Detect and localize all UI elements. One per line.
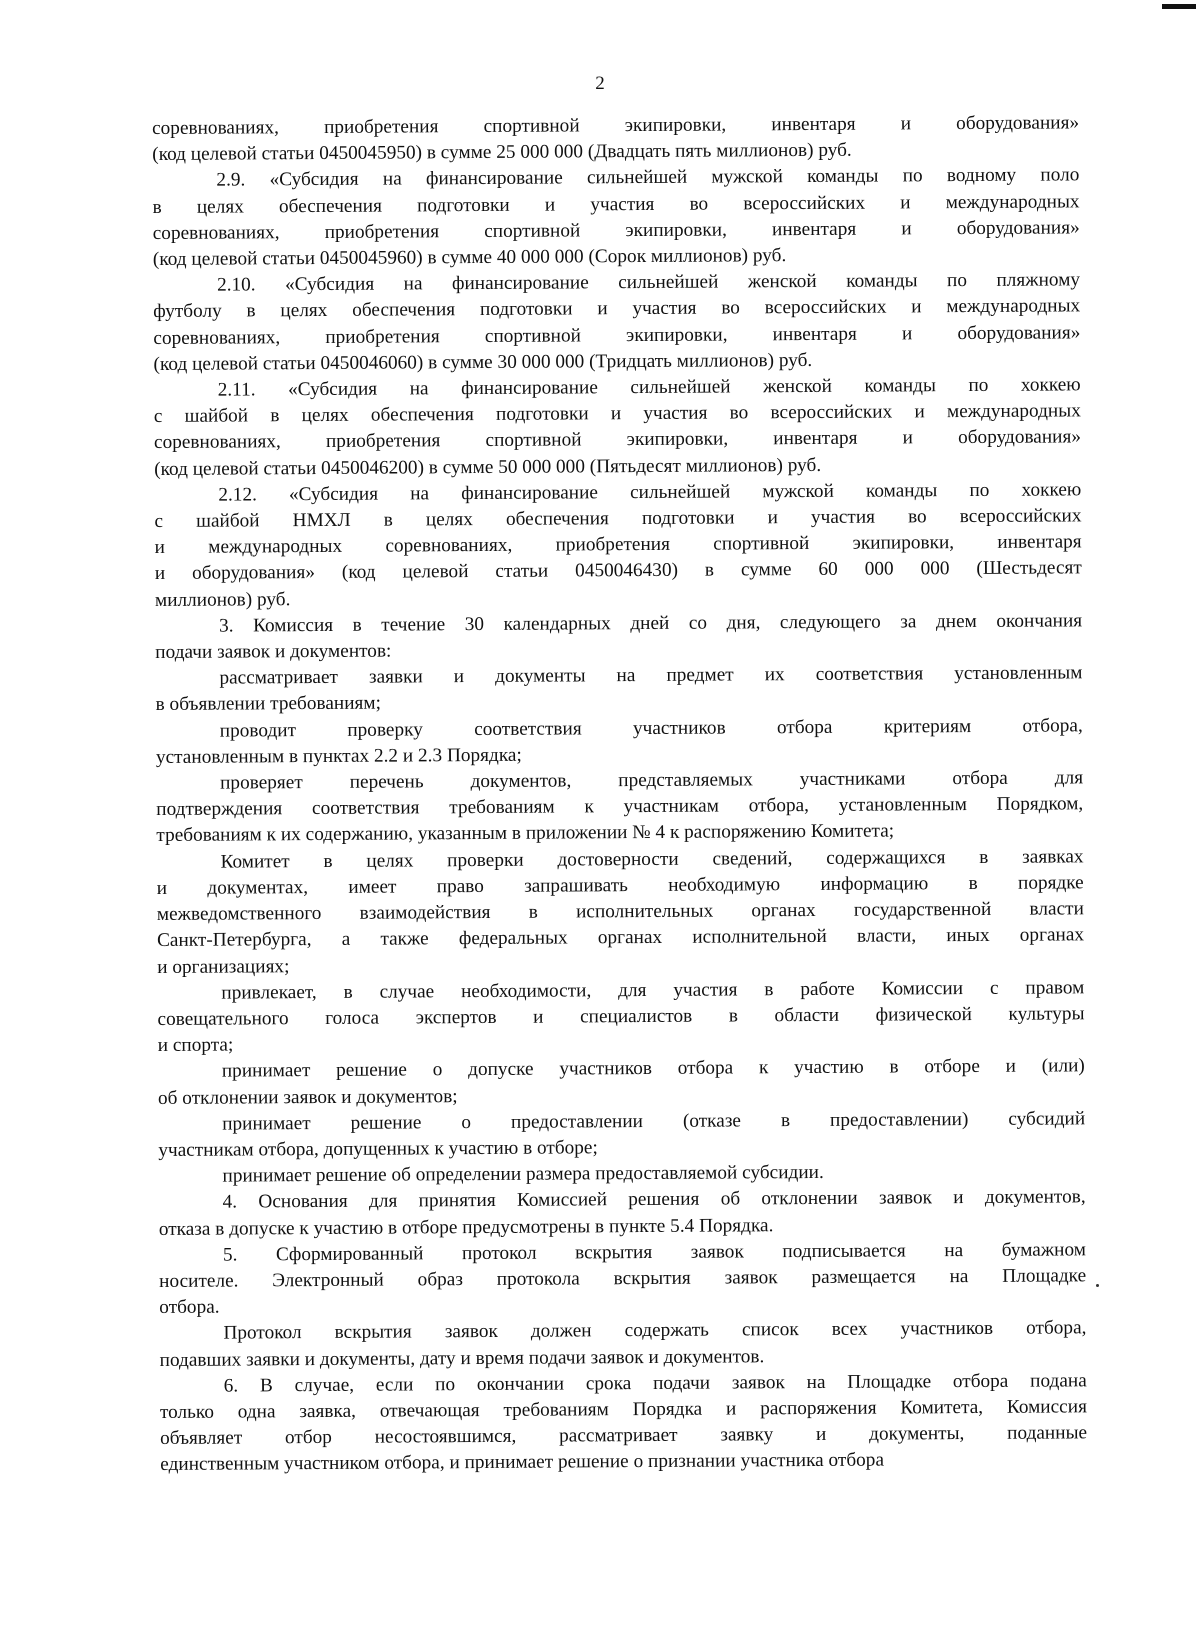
text-line: соревнованиях, приобретения спортивной экипировки, инвентаря и оборудования» <box>152 112 1080 139</box>
text-line: 2.10. «Субсидия на финансирование сильнейшей женской команды по пляжному <box>216 269 1081 296</box>
text-line: 5. Сформированный протокол вскрытия заявок подписывается на бумажном <box>222 1239 1087 1266</box>
text-line: и организациях; <box>157 955 290 978</box>
text-line: принимает решение о допуске участников отбора к участию в отборе и (или) <box>221 1055 1085 1082</box>
text-line: миллионов) руб. <box>154 588 291 611</box>
text-line: межведомственного взаимодействия в исполнительных органах государственной власти <box>156 898 1084 926</box>
text-line: футболу в целях обеспечения подготовки и участия во всероссийских и международных <box>153 295 1081 323</box>
text-line: соревнованиях, приобретения спортивной экипировки, инвентаря и оборудования» <box>153 321 1081 349</box>
text-line: совещательного голоса экспертов и специалистов в области физической культуры <box>157 1003 1085 1030</box>
scan-corner-mark <box>1162 4 1196 9</box>
text-line: 2.12. «Субсидия на финансирование сильнейшей мужской команды по хоккею <box>218 479 1082 506</box>
page-number: 2 <box>595 73 605 94</box>
text-line: 6. В случае, если по окончании срока подачи заявок на Площадке отбора подана <box>223 1370 1087 1397</box>
text-line: подтверждения соответствия требованиям к участникам отбора, установленным Порядком, <box>156 793 1084 821</box>
text-line: 2.9. «Субсидия на финансирование сильнейшей мужской команды по водному поло <box>216 164 1080 192</box>
text-line: требованиям к их содержанию, указанным в приложении № 4 к распоряжению Комитета; <box>156 820 895 847</box>
text-line: (код целевой статьи 0450045950) в сумме 25 000 000 (Двадцать пять миллионов) руб. <box>152 139 852 166</box>
text-line: (код целевой статьи 0450046200) в сумме 50 000 000 (Пятьдесят миллионов) руб. <box>154 454 822 480</box>
text-line: в объявлении требованиям; <box>155 693 381 716</box>
text-line: участникам отбора, допущенных к участию в отборе; <box>158 1137 598 1161</box>
text-line: носителе. Электронный образ протокола вскрытия заявок размещается на Площадке <box>159 1265 1087 1292</box>
scan-speck <box>1096 1284 1099 1287</box>
text-line: единственным участником отбора, и принимает решение о признании участника отбора <box>160 1449 885 1476</box>
text-line: установленным в пунктах 2.2 и 2.3 Порядка; <box>155 744 522 768</box>
text-line: и оборудования» (код целевой статьи 0450046430) в сумме 60 000 000 (Шестьдесят <box>154 557 1082 585</box>
text-line: 3. Комиссия в течение 30 календарных дней со дня, следующего за днем окончания <box>219 610 1083 637</box>
text-line: 4. Основания для принятия Комиссией решения об отклонении заявок и документов, <box>222 1186 1086 1213</box>
text-line: (код целевой статьи 0450046060) в сумме 30 000 000 (Тридцать миллионов) руб. <box>153 349 813 375</box>
text-line: Комитет в целях проверки достоверности сведений, содержащихся в заявках <box>220 846 1084 873</box>
text-line: отбора. <box>159 1296 220 1319</box>
text-line: и международных соревнованиях, приобретения спортивной экипировки, инвентаря <box>154 531 1082 559</box>
text-line: отказа в допуске к участию в отборе предусмотрены в пункте 5.4 Порядка. <box>158 1214 774 1240</box>
text-line: рассматривает заявки и документы на предмет их соответствия установленным <box>219 662 1083 689</box>
text-line: подавших заявки и документы, дату и время подачи заявок и документов. <box>159 1345 765 1371</box>
text-line: проверяет перечень документов, представляемых участниками отбора для <box>220 767 1084 794</box>
text-line: подачи заявок и документов: <box>155 640 392 664</box>
text-line: Санкт-Петербурга, а также федеральных органах исполнительной власти, иных органах <box>156 924 1085 952</box>
text-line: проводит проверку соответствия участников отбора критериям отбора, <box>219 714 1083 742</box>
text-line: привлекает, в случае необходимости, для участия в работе Комиссии с правом <box>221 977 1085 1004</box>
text-line: принимает решение об определении размера предоставляемой субсидии. <box>222 1162 824 1187</box>
text-line: 2.11. «Субсидия на финансирование сильнейшей женской команды по хоккею <box>217 374 1081 401</box>
text-line: объявляет отбор несостоявшимся, рассматривает заявку и документы, поданные <box>160 1422 1088 1450</box>
text-line: с шайбой НМХЛ в целях обеспечения подготовки и участия во всероссийских <box>154 505 1082 533</box>
text-line: и спорта; <box>157 1034 234 1057</box>
text-line: и документах, имеет право запрашивать необходимую информацию в порядке <box>156 872 1084 899</box>
text-line: с шайбой в целях обеспечения подготовки и участия во всероссийских и международных <box>153 400 1081 428</box>
text-line: принимает решение о предоставлении (отказе в предоставлении) субсидий <box>222 1108 1086 1135</box>
text-line: в целях обеспечения подготовки и участия во всероссийских и международных <box>152 190 1080 218</box>
text-line: (код целевой статьи 0450045960) в сумме 40 000 000 (Сорок миллионов) руб. <box>152 245 787 271</box>
text-line: соревнованиях, приобретения спортивной экипировки, инвентаря и оборудования» <box>152 217 1080 244</box>
text-line: об отклонении заявок и документов; <box>157 1085 458 1109</box>
document-body <box>152 110 1087 1478</box>
text-line: соревнованиях, приобретения спортивной экипировки, инвентаря и оборудования» <box>153 426 1082 454</box>
text-line: Протокол вскрытия заявок должен содержать список всех участников отбора, <box>223 1317 1087 1344</box>
text-line: только одна заявка, отвечающая требованиям Порядка и распоряжения Комитета, Комиссия <box>159 1396 1087 1423</box>
